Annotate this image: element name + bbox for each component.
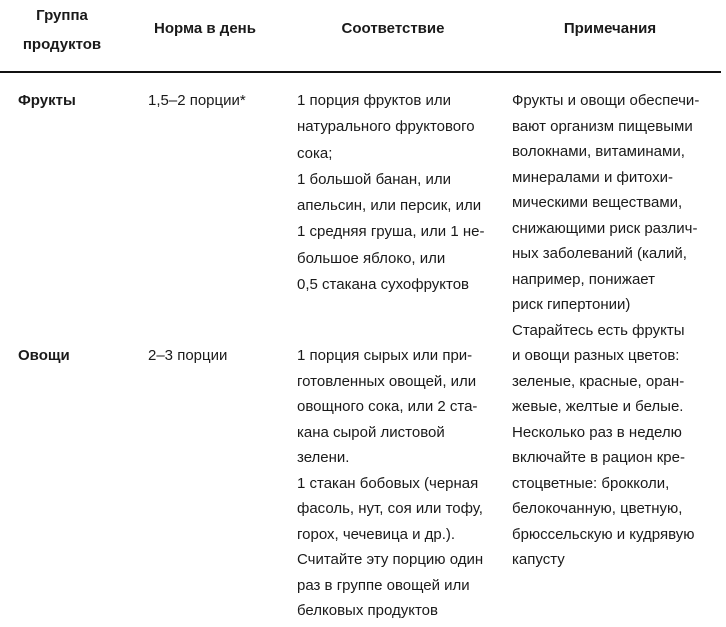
text-line: вают организм пищевыми (512, 117, 693, 135)
text-line: белокочанную, цветную, (512, 500, 683, 517)
text-line: натурального фруктового (297, 118, 475, 136)
text-line: риск гипертонии) (512, 296, 631, 313)
text-line: большое яблоко, или (297, 249, 446, 267)
row-vegetables-norm: 2–3 порции (148, 347, 228, 364)
text-line: стоцветные: брокколи, (512, 474, 670, 492)
text-line: 1 порция фруктов или (297, 92, 452, 109)
text-line: волокнами, витаминами, (512, 143, 685, 160)
text-line: сока; (297, 144, 333, 162)
text-line: готовленных овощей, или (297, 372, 477, 390)
row-fruits-norm: 1,5–2 порции* (148, 92, 246, 109)
text-line: Старайтесь есть фрукты (512, 321, 685, 339)
header-group-line: продуктов (22, 36, 102, 53)
text-line: 1 большой банан, или (297, 170, 451, 188)
text-line: белковых продуктов (297, 602, 438, 619)
text-line: 1 стакан бобовых (черная (297, 474, 479, 492)
text-line: апельсин, или персик, или (297, 197, 482, 215)
text-line: горох, чечевица и др.). (297, 525, 456, 543)
row-vegetables-equivalent (297, 343, 483, 624)
text-line: Несколько раз в неделю (512, 423, 682, 441)
text-line: фасоль, нут, соя или тофу, (297, 500, 483, 517)
header-group-line: Группа (36, 7, 88, 24)
text-line: 1 порция сырых или при- (297, 347, 473, 364)
text-line: зелени. (297, 449, 350, 466)
text-line: минералами и фитохи- (512, 168, 673, 186)
row-fruits-group: Фрукты (18, 92, 76, 109)
text-line: овощного сока, или 2 ста- (297, 398, 478, 415)
text-line: раз в группе овощей или (297, 576, 470, 594)
text-line: включайте в рацион кре- (512, 449, 685, 466)
text-line: и овощи разных цветов: (512, 347, 680, 364)
text-line: жевые, желтые и белые. (512, 398, 684, 415)
row-vegetables-group: Овощи (18, 347, 70, 364)
text-line: брюссельскую и кудрявую (512, 525, 695, 543)
row-fruits-equivalent (297, 88, 484, 298)
text-line: 1 средняя груша, или 1 не- (297, 223, 485, 241)
header-norm: Норма в день (154, 20, 256, 37)
text-line: снижающими риск различ- (512, 219, 698, 237)
header-equivalent: Соответствие (341, 20, 445, 37)
text-line: капусту (512, 551, 565, 568)
text-line: Считайте эту порцию один (297, 551, 484, 568)
text-line: ных заболеваний (калий, (512, 245, 687, 262)
text-line: мическими веществами, (512, 194, 683, 211)
notes-cell (512, 88, 699, 573)
header-notes: Примечания (563, 20, 657, 37)
text-line: например, понижает (512, 270, 656, 288)
header-group (0, 1, 124, 59)
text-line: 0,5 стакана сухофруктов (297, 276, 470, 294)
text-line: кана сырой листовой (297, 423, 445, 441)
header-divider (0, 71, 721, 73)
text-line: зеленые, красные, оран- (512, 372, 685, 390)
text-line: Фрукты и овощи обеспечи- (512, 92, 700, 109)
